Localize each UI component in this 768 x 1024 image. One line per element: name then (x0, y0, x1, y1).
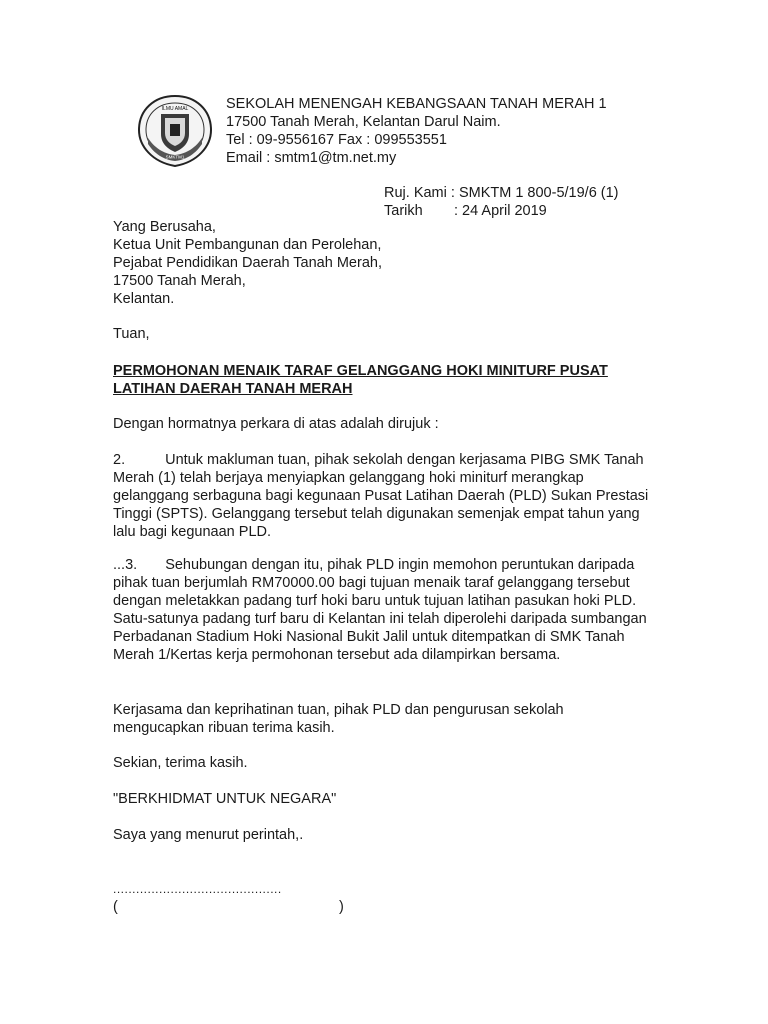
paragraph-number: 2. (113, 452, 126, 468)
crest-motto-text: ILMU AMAL (161, 106, 189, 112)
salutation: Tuan, (113, 326, 150, 342)
ref-label: Ruj. Kami (384, 185, 447, 201)
subject-line-1: PERMOHONAN MENAIK TARAF GELANGGANG HOKI MINITURF PUSAT (113, 363, 608, 379)
school-email: Email : smtm1@tm.net.my (226, 150, 397, 166)
subject-line-2: LATIHAN DAERAH TANAH MERAH (113, 381, 353, 397)
paragraph-3 (113, 556, 649, 664)
motto: "BERKHIDMAT UNTUK NEGARA" (113, 791, 337, 807)
recipient-address (113, 218, 382, 308)
signoff: Saya yang menurut perintah,. (113, 827, 304, 843)
bracket-close: ) (339, 899, 344, 915)
paragraph-4: Kerjasama dan keprihatinan tuan, pihak PLD dan pengurusan sekolah mengucapkan ribuan terima kasih. (113, 702, 564, 736)
recipient-line: Kelantan. (113, 291, 175, 307)
recipient-line: Yang Berusaha, (113, 219, 216, 235)
school-crest-logo (136, 94, 214, 168)
school-name: SEKOLAH MENENGAH KEBANGSAAN TANAH MERAH 1 (226, 96, 607, 112)
paragraph-text: Sehubungan dengan itu, pihak PLD ingin memohon peruntukan daripada pihak tuan berjumlah RM70000.00 bagi tujuan menaik taraf gelanggang tersebut dengan meletakkan padang turf hoki baru untuk tujuan latihan pasukan hoki PLD. Satu-satunya padang turf baru di Kelantan ini telah diperolehi daripada sumbangan Perbadanan Stadium Hoki Nasional Bukit Jalil untuk ditempatkan di SMK Tanah Merah 1/Kertas kerja permohonan tersebut ada dilampirkan bersama. (113, 557, 647, 663)
recipient-line: Ketua Unit Pembangunan dan Perolehan, (113, 237, 382, 253)
signature-name-bracket (113, 898, 373, 916)
closing-line: Sekian, terima kasih. (113, 755, 248, 771)
letterhead (226, 95, 607, 167)
paragraph-2 (113, 451, 653, 541)
ref-value: : SMKTM 1 800-5/19/6 (1) (450, 185, 619, 201)
crest-name-text: SMKTM1 (165, 154, 185, 160)
signature-line: ............................................ (113, 882, 282, 896)
recipient-line: 17500 Tanah Merah, (113, 273, 246, 289)
opening-line: Dengan hormatnya perkara di atas adalah dirujuk : (113, 416, 439, 432)
subject-heading (113, 362, 673, 398)
school-address: 17500 Tanah Merah, Kelantan Darul Naim. (226, 114, 501, 130)
bracket-open: ( (113, 899, 118, 915)
paragraph-number: ...3. (113, 557, 138, 573)
reference-block (384, 184, 619, 220)
recipient-line: Pejabat Pendidikan Daerah Tanah Merah, (113, 255, 382, 271)
date-label: Tarikh (384, 203, 423, 219)
school-phone-fax: Tel : 09-9556167 Fax : 099553551 (226, 132, 447, 148)
date-value: : 24 April 2019 (454, 203, 547, 219)
paragraph-text: Untuk makluman tuan, pihak sekolah dengan kerjasama PIBG SMK Tanah Merah (1) telah berjaya menyiapkan gelanggang hoki miniturf merangkap gelanggang serbaguna bagi kegunaan Pusat Latihan Daerah (PLD) Sukan Prestasi Tinggi (SPTS). Gelanggang tersebut telah digunakan semenjak empat tahun yang lalu bagi kegunaan PLD. (113, 452, 649, 540)
